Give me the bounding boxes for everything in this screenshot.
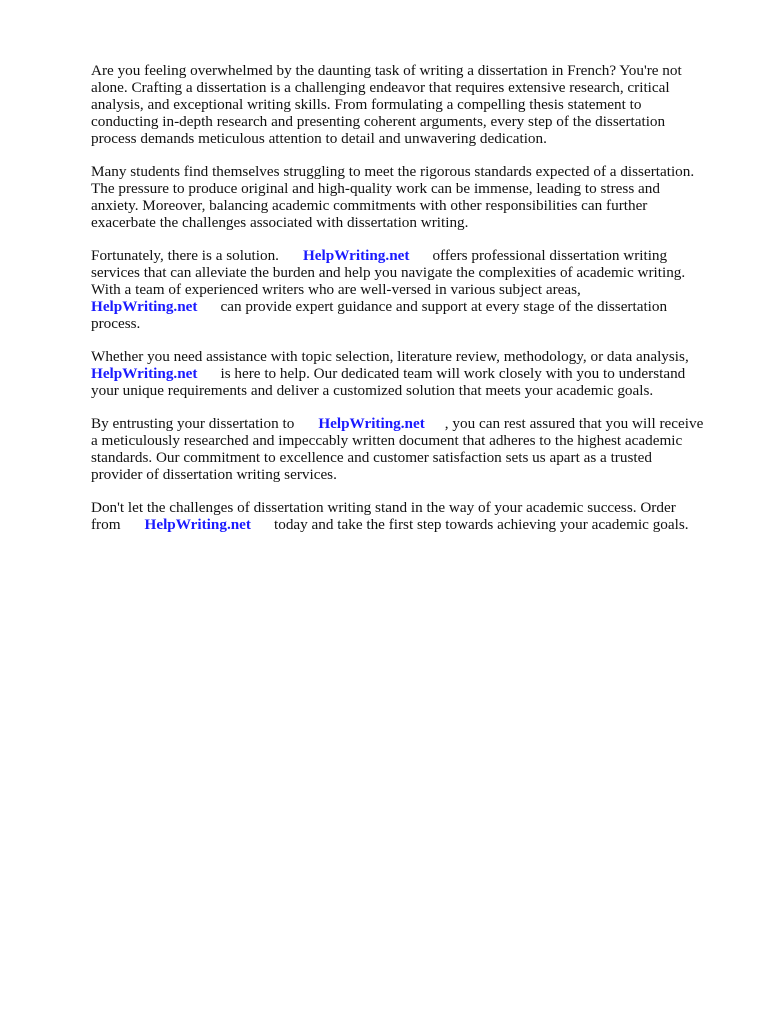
- paragraph-4-line-3: your unique requirements and deliver a customized solution that meets your academic goals.: [91, 382, 654, 399]
- paragraph-1-line-1: Are you feeling overwhelmed by the daunting task of writing a dissertation in French? You're not: [91, 62, 682, 79]
- paragraph-4-line-1: Whether you need assistance with topic selection, literature review, methodology, or data analysis,: [91, 348, 689, 365]
- paragraph-2-line-3: anxiety. Moreover, balancing academic commitments with other responsibilities can further: [91, 197, 648, 214]
- paragraph-5-text-after-link: , you can rest assured that you will receive: [444, 415, 704, 432]
- paragraph-5-line-4: provider of dissertation writing services.: [91, 466, 337, 483]
- paragraph-4-line-2: [91, 365, 685, 382]
- paragraph-3-line-4: [91, 298, 667, 315]
- helpwriting-link-5[interactable]: HelpWriting.net: [144, 516, 251, 533]
- paragraph-2-line-1: Many students find themselves struggling to meet the rigorous standards expected of a dissertation.: [91, 163, 695, 180]
- paragraph-4-line-2-text: is here to help. Our dedicated team will work closely with you to understand: [220, 365, 686, 382]
- paragraph-2-line-2: The pressure to produce original and high-quality work can be immense, leading to stress and: [91, 180, 660, 197]
- paragraph-5-line-2: a meticulously researched and impeccably written document that adheres to the highest academic: [91, 432, 683, 449]
- paragraph-1-line-4: conducting in-depth research and presenting coherent arguments, every step of the dissertation: [91, 113, 666, 130]
- paragraph-6-text-before-link: from: [91, 516, 121, 533]
- paragraph-3-line-1: [91, 247, 667, 264]
- paragraph-3-line-2: services that can alleviate the burden and help you navigate the complexities of academic writing.: [91, 264, 686, 281]
- paragraph-2-line-4: exacerbate the challenges associated with dissertation writing.: [91, 214, 469, 231]
- helpwriting-link-1[interactable]: HelpWriting.net: [302, 247, 410, 264]
- helpwriting-link-3[interactable]: HelpWriting.net: [91, 365, 198, 382]
- paragraph-5-text-before-link: By entrusting your dissertation to: [91, 415, 295, 432]
- paragraph-6-text-after-link: today and take the first step towards achieving your academic goals.: [274, 516, 689, 533]
- paragraph-3-text-before-link: Fortunately, there is a solution.: [91, 247, 279, 264]
- paragraph-1-line-5: process demands meticulous attention to detail and unwavering dedication.: [91, 130, 547, 147]
- paragraph-5-line-3: standards. Our commitment to excellence and customer satisfaction sets us apart as a trusted: [91, 449, 652, 466]
- helpwriting-link-2[interactable]: HelpWriting.net: [91, 298, 198, 315]
- paragraph-1-line-2: alone. Crafting a dissertation is a challenging endeavor that requires extensive research, critical: [91, 79, 670, 96]
- paragraph-6-line-1: Don't let the challenges of dissertation writing stand in the way of your academic success. Order: [91, 499, 676, 516]
- paragraph-5-line-1: [91, 415, 703, 432]
- paragraph-3-line-5: process.: [91, 315, 141, 332]
- paragraph-1-line-3: analysis, and exceptional writing skills. From formulating a compelling thesis statement to: [91, 96, 642, 113]
- paragraph-3-text-after-link: offers professional dissertation writing: [432, 247, 668, 264]
- helpwriting-link-4[interactable]: HelpWriting.net: [318, 415, 425, 432]
- paragraph-3-line-4-text: can provide expert guidance and support at every stage of the dissertation: [220, 298, 668, 315]
- paragraph-6-line-2: [91, 516, 689, 533]
- paragraph-3-line-3: With a team of experienced writers who are well-versed in various subject areas,: [91, 281, 581, 298]
